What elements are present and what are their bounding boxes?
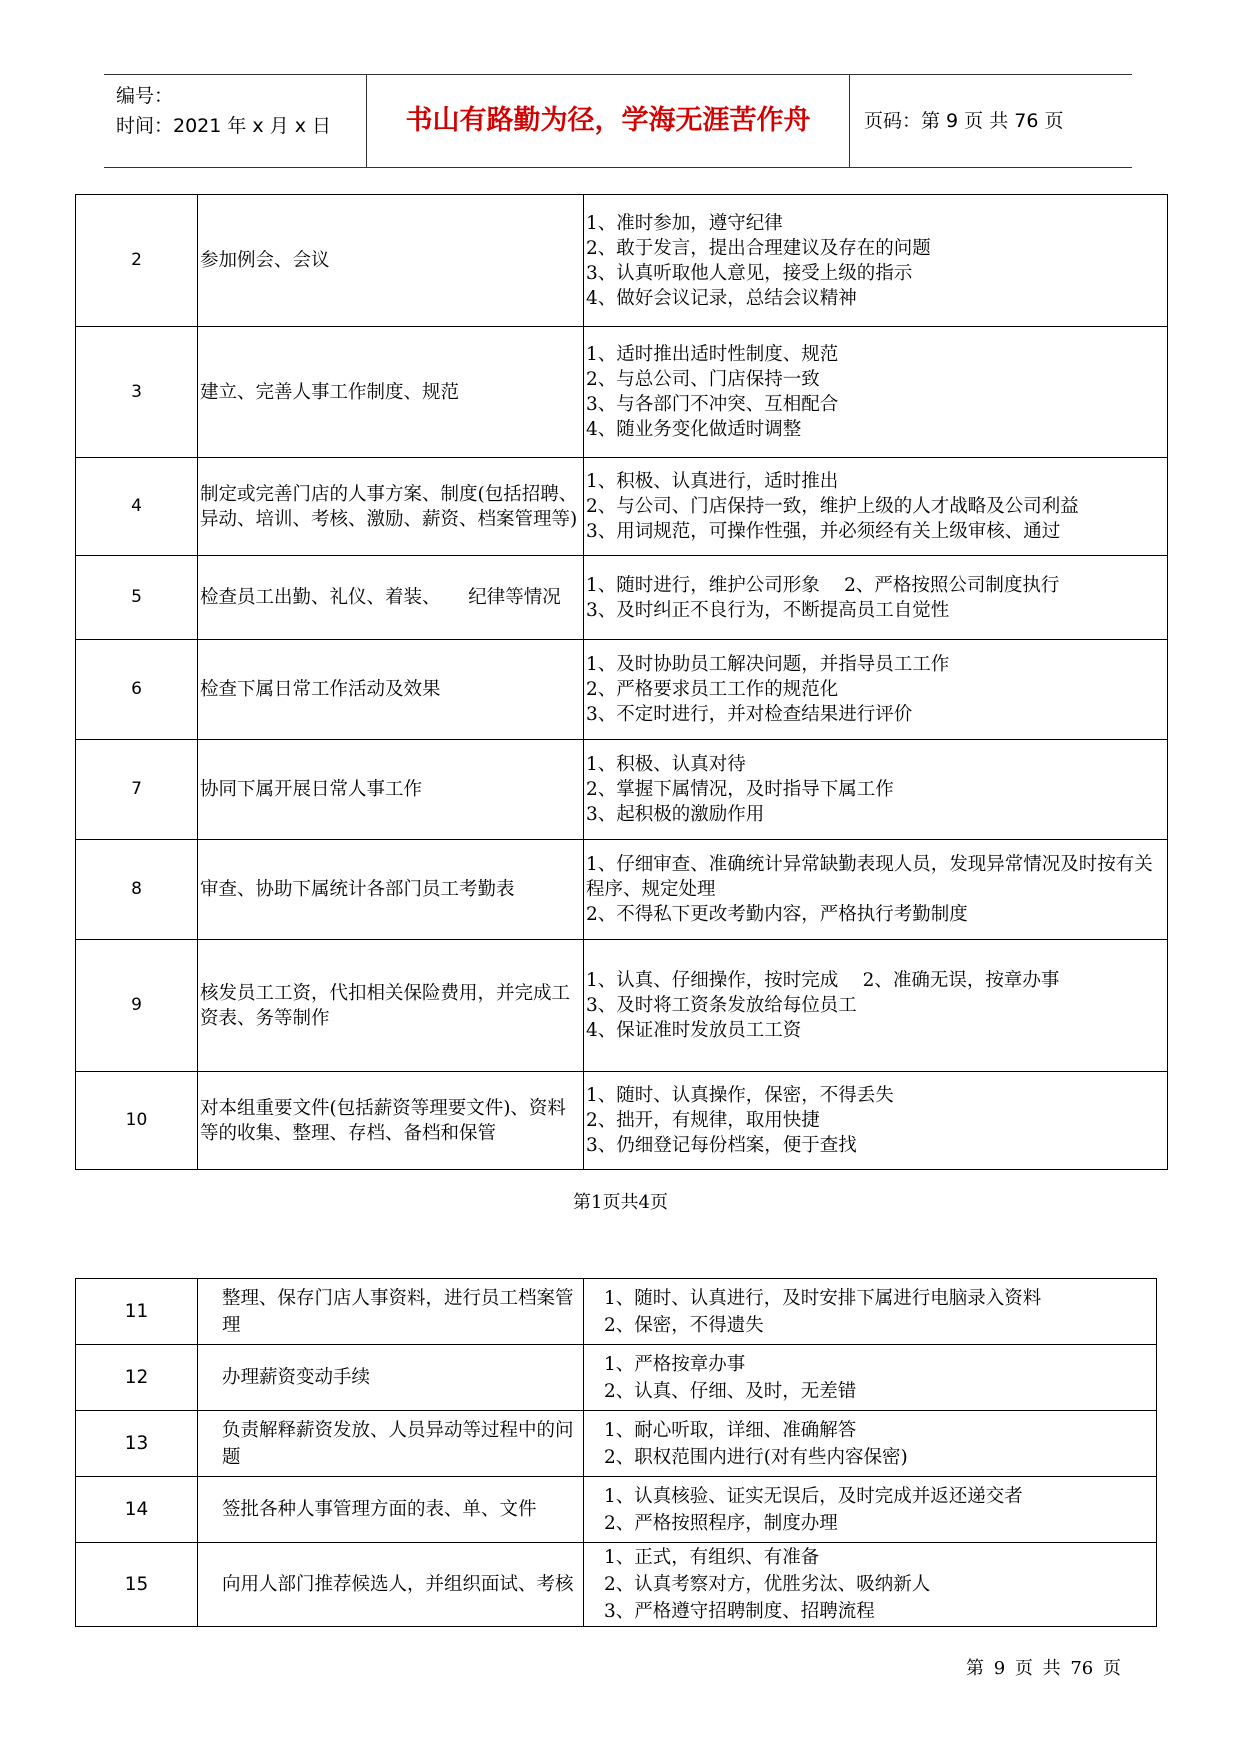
standard-line: 3、严格遵守招聘制度、招聘流程 <box>604 1601 875 1622</box>
row-number: 5 <box>76 556 198 640</box>
task-cell <box>198 1411 584 1477</box>
header-left <box>116 81 331 141</box>
row-number: 11 <box>76 1279 198 1345</box>
motto: 书山有路勤为径，学海无涯苦作舟 <box>366 75 850 167</box>
standard-line: 2、职权范围内进行(对有些内容保密) <box>604 1446 908 1468</box>
table-row <box>76 1477 1157 1543</box>
time-label: 时间：2021 年 x 月 x 日 <box>116 115 332 137</box>
task-text: 核发员工工资，代扣相关保险费用，并完成工资表、务等制作 <box>200 982 571 1029</box>
serial-label: 编号： <box>116 85 174 107</box>
standards-cell <box>584 640 1168 740</box>
standard-line: 3、与各部门不冲突、互相配合 <box>586 394 839 415</box>
task-text: 整理、保存门店人事资料，进行员工档案管理 <box>222 1287 574 1336</box>
standard-line: 1、认真核验、证实无误后，及时完成并返还递交者 <box>604 1485 1023 1507</box>
page-footer: 第 9 页 共 76 页 <box>966 1658 1121 1679</box>
row-number: 2 <box>76 195 198 327</box>
standards-cell <box>584 327 1168 458</box>
task-text: 审查、协助下属统计各部门员工考勤表 <box>200 879 515 900</box>
page-header <box>104 74 1132 168</box>
standard-line: 3、仍细登记每份档案，便于查找 <box>586 1135 857 1156</box>
standard-line: 1、随时、认真操作，保密，不得丢失 <box>586 1085 894 1106</box>
task-text: 对本组重要文件(包括薪资等理要文件)、资料等的收集、整理、存档、备档和保管 <box>200 1097 566 1144</box>
row-number: 9 <box>76 940 198 1072</box>
task-cell <box>198 327 584 458</box>
standard-line: 1、准时参加，遵守纪律 <box>586 212 783 234</box>
standard-line: 1、随时、认真进行，及时安排下属进行电脑录入资料 <box>604 1287 1042 1309</box>
standard-line: 1、及时协助员工解决问题，并指导员工工作 <box>586 654 950 675</box>
standard-line: 2、与总公司、门店保持一致 <box>586 369 820 390</box>
standards-cell <box>584 1477 1157 1543</box>
task-cell <box>198 1072 584 1170</box>
task-cell <box>198 640 584 740</box>
row-number: 3 <box>76 327 198 458</box>
standard-line: 2、与公司、门店保持一致，维护上级的人才战略及公司利益 <box>586 496 1079 517</box>
task-cell <box>198 195 584 327</box>
row-number: 13 <box>76 1411 198 1477</box>
table-row <box>76 640 1168 740</box>
table-row <box>76 740 1168 840</box>
standard-line: 2、掌握下属情况，及时指导下属工作 <box>586 779 894 800</box>
standard-line: 1、随时进行，维护公司形象 2、严格按照公司制度执行 <box>586 574 1060 596</box>
table-row <box>76 940 1168 1072</box>
task-cell <box>198 1477 584 1543</box>
standard-line: 2、严格按照程序，制度办理 <box>604 1512 838 1534</box>
task-text: 负责解释薪资发放、人员异动等过程中的问题 <box>222 1419 574 1468</box>
standards-cell <box>584 458 1168 556</box>
standard-line: 2、认真考察对方，优胜劣汰、吸纳新人 <box>604 1574 931 1595</box>
standard-line: 4、保证准时发放员工工资 <box>586 1020 802 1041</box>
table-row <box>76 1345 1157 1411</box>
standard-line: 1、认真、仔细操作，按时完成 2、准确无误，按章办事 <box>586 970 1060 991</box>
task-cell <box>198 940 584 1072</box>
standards-cell <box>584 1072 1168 1170</box>
standard-line: 2、保密，不得遗失 <box>604 1314 764 1336</box>
standards-cell <box>584 195 1168 327</box>
task-cell <box>198 556 584 640</box>
task-cell <box>198 840 584 940</box>
table-row <box>76 1543 1157 1627</box>
standard-line: 1、积极、认真对待 <box>586 754 746 775</box>
standard-line: 3、不定时进行，并对检查结果进行评价 <box>586 704 913 725</box>
task-text: 向用人部门推荐候选人，并组织面试、考核 <box>222 1574 574 1595</box>
table-row <box>76 327 1168 458</box>
task-text: 检查员工出勤、礼仪、着装、 纪律等情况 <box>200 587 561 608</box>
task-text: 协同下属开展日常人事工作 <box>200 779 423 800</box>
standard-line: 1、仔细审查、准确统计异常缺勤表现人员，发现异常情况及时按有关程序、规定处理 <box>586 854 1153 900</box>
task-text: 建立、完善人事工作制度、规范 <box>200 381 460 403</box>
task-cell <box>198 740 584 840</box>
standard-line: 3、用词规范，可操作性强，并必须经有关上级审核、通过 <box>586 521 1061 542</box>
standards-cell <box>584 1543 1157 1627</box>
standard-line: 2、敢于发言，提出合理建议及存在的问题 <box>586 237 931 259</box>
standard-line: 1、正式，有组织、有准备 <box>604 1547 820 1568</box>
task-text: 签批各种人事管理方面的表、单、文件 <box>222 1499 537 1520</box>
task-cell <box>198 1345 584 1411</box>
table-row <box>76 458 1168 556</box>
row-number: 8 <box>76 840 198 940</box>
task-cell <box>198 1279 584 1345</box>
row-number: 15 <box>76 1543 198 1627</box>
table-row <box>76 1279 1157 1345</box>
page-label: 页码：第 9 页 共 76 页 <box>864 110 1064 132</box>
table-row <box>76 1411 1157 1477</box>
task-cell <box>198 1543 584 1627</box>
standard-line: 1、适时推出适时性制度、规范 <box>586 344 839 365</box>
standard-line: 3、起积极的激励作用 <box>586 804 765 825</box>
table-row <box>76 1072 1168 1170</box>
table-row <box>76 840 1168 940</box>
row-number: 14 <box>76 1477 198 1543</box>
standard-line: 4、随业务变化做适时调整 <box>586 419 802 440</box>
table-row <box>76 195 1168 327</box>
table-row <box>76 556 1168 640</box>
standard-line: 3、认真听取他人意见，接受上级的指示 <box>586 262 913 284</box>
standards-cell <box>584 556 1168 640</box>
task-text: 制定或完善门店的人事方案、制度(包括招聘、异动、培训、考核、激励、薪资、档案管理等) <box>200 483 578 530</box>
standard-line: 3、及时纠正不良行为，不断提高员工自觉性 <box>586 599 950 621</box>
standard-line: 2、认真、仔细、及时，无差错 <box>604 1380 857 1402</box>
standard-line: 1、积极、认真进行，适时推出 <box>586 471 839 492</box>
standards-cell <box>584 840 1168 940</box>
standard-line: 2、拙开，有规律，取用快捷 <box>586 1110 820 1131</box>
row-number: 7 <box>76 740 198 840</box>
row-number: 12 <box>76 1345 198 1411</box>
row-number: 6 <box>76 640 198 740</box>
task-cell <box>198 458 584 556</box>
standard-line: 1、耐心听取，详细、准确解答 <box>604 1419 857 1441</box>
standard-line: 1、严格按章办事 <box>604 1353 746 1375</box>
standards-cell <box>584 1279 1157 1345</box>
page-mid-number: 第1页共4页 <box>573 1192 668 1213</box>
standard-line: 2、不得私下更改考勤内容，严格执行考勤制度 <box>586 904 968 925</box>
row-number: 4 <box>76 458 198 556</box>
row-number: 10 <box>76 1072 198 1170</box>
standard-line: 3、及时将工资条发放给每位员工 <box>586 995 857 1016</box>
standards-cell <box>584 1411 1157 1477</box>
standards-cell <box>584 740 1168 840</box>
standard-line: 4、做好会议记录，总结会议精神 <box>586 287 857 309</box>
standard-line: 2、严格要求员工工作的规范化 <box>586 679 839 700</box>
standards-cell <box>584 1345 1157 1411</box>
task-text: 参加例会、会议 <box>200 250 330 271</box>
duty-table-1 <box>75 194 1168 1170</box>
duty-table-2 <box>75 1278 1157 1627</box>
task-text: 检查下属日常工作活动及效果 <box>200 679 441 700</box>
task-text: 办理薪资变动手续 <box>222 1367 371 1388</box>
standards-cell <box>584 940 1168 1072</box>
